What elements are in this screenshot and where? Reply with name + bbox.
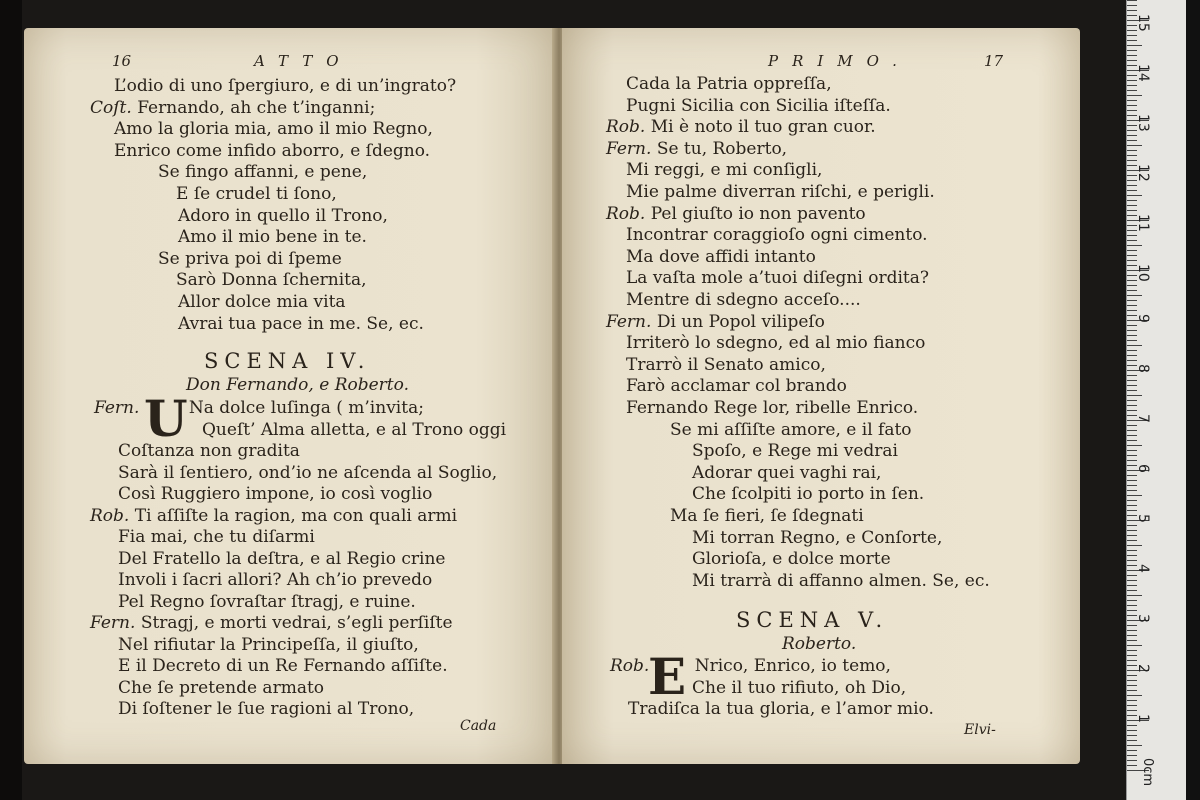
ruler-tick xyxy=(1127,345,1142,346)
speaker-label: Fern. xyxy=(90,613,136,633)
verse-text: Stragj, e morti vedrai, s’egli perſiſte xyxy=(140,613,453,633)
text-line xyxy=(606,139,787,160)
ruler-tick xyxy=(1127,150,1137,151)
verse-text: Sarà il ſentiero, ond’io ne aſcenda al Soglio, xyxy=(118,462,498,483)
ruler-tick xyxy=(1127,110,1137,111)
verse-text: Che ſcolpiti io porto in ſen. xyxy=(692,484,925,505)
left-running-head: ATTO xyxy=(254,52,353,70)
verse-text: Fia mai, che tu diſarmi xyxy=(118,527,315,547)
text-line xyxy=(114,141,430,162)
ruler-tick xyxy=(1127,685,1137,686)
ruler-tick xyxy=(1127,135,1137,136)
verse-text: Nrico, Enrico, io temo, xyxy=(694,656,891,676)
ruler-tick xyxy=(1127,550,1137,551)
verse-text: L’odio di uno ſpergiuro, e di un’ingrato? xyxy=(114,76,457,96)
ruler-tick xyxy=(1127,200,1137,201)
ruler-tick xyxy=(1127,505,1137,506)
verse-text: Sarò Donna ſchernita, xyxy=(176,270,367,291)
text-line xyxy=(158,249,342,270)
verse-text: E ſe crudel ti ſono, xyxy=(176,184,337,204)
text-line xyxy=(118,699,414,720)
text-line xyxy=(178,227,367,248)
ruler-tick xyxy=(1127,595,1142,596)
ruler-tick xyxy=(1127,535,1137,536)
speaker-label: Fern. xyxy=(606,311,652,332)
verse-text: Se priva poi di ſpeme xyxy=(158,248,342,269)
ruler-tick xyxy=(1127,240,1137,241)
ruler-number: 2 xyxy=(1135,664,1151,673)
dropcap-u: U xyxy=(144,389,188,448)
ruler-tick xyxy=(1127,545,1142,546)
ruler-number: 8 xyxy=(1135,364,1151,373)
text-line xyxy=(118,463,497,484)
verse-text: Se tu, Roberto, xyxy=(656,138,788,159)
text-line xyxy=(626,376,847,397)
verse-text: Amo il mio bene in te. xyxy=(178,227,367,248)
dropcap-e: E xyxy=(648,647,687,706)
speaker-label: Rob. xyxy=(606,117,646,138)
verse-text: Mentre di sdegno acceſo.... xyxy=(626,290,861,310)
ruler-tick xyxy=(1127,335,1137,336)
ruler-tick xyxy=(1127,650,1137,651)
ruler-tick xyxy=(1127,450,1137,451)
verse-text: Adorar quei vaghi rai, xyxy=(692,462,882,483)
ruler-tick xyxy=(1127,95,1142,96)
verse-text: Queſt’ Alma alletta, e al Trono oggi xyxy=(202,419,507,440)
ruler-unit-label: 0cm xyxy=(1140,758,1155,787)
ruler-tick xyxy=(1127,555,1137,556)
text-line xyxy=(176,270,367,291)
ruler-tick xyxy=(1127,285,1137,286)
ruler-number: 15 xyxy=(1135,14,1151,32)
ruler-tick xyxy=(1127,460,1137,461)
left-page xyxy=(24,28,556,764)
ruler-number: 9 xyxy=(1135,314,1151,323)
ruler-tick xyxy=(1127,630,1137,631)
ruler-tick xyxy=(1127,60,1137,61)
verse-text: Amo la gloria mia, amo il mio Regno, xyxy=(114,119,433,140)
ruler-tick xyxy=(1127,45,1142,46)
verse-text: Fernando Rege lor, ribelle Enrico. xyxy=(626,398,919,418)
ruler-tick xyxy=(1127,435,1137,436)
verse-text: Enrico come infido aborro, e ſdegno. xyxy=(114,140,431,161)
speaker-label: Fern. xyxy=(94,398,140,418)
text-line xyxy=(114,76,456,97)
text-line xyxy=(692,549,891,570)
verse-text: La vaſta mole a’tuoi diſegni ordita? xyxy=(626,268,929,289)
text-line xyxy=(628,699,934,720)
ruler-tick xyxy=(1127,600,1137,601)
verse-text: Ma dove affidi intanto xyxy=(626,246,816,267)
ruler-tick xyxy=(1127,700,1137,701)
ruler-tick xyxy=(1127,680,1137,681)
ruler-tick xyxy=(1127,560,1137,561)
ruler-tick xyxy=(1127,475,1137,476)
ruler-tick xyxy=(1127,325,1137,326)
speaker-label: Rob. xyxy=(606,203,646,224)
verse-text: Cada la Patria oppreſſa, xyxy=(626,74,832,94)
text-line xyxy=(692,441,898,462)
ruler-number: 1 xyxy=(1135,714,1151,723)
speaker-label: Rob. xyxy=(90,505,130,526)
ruler-tick xyxy=(1127,185,1137,186)
ruler-tick xyxy=(1127,430,1137,431)
text-line xyxy=(94,398,424,419)
ruler-tick xyxy=(1127,310,1137,311)
ruler-tick xyxy=(1127,380,1137,381)
verse-text: Di un Popol vilipeſo xyxy=(656,311,825,332)
ruler-tick xyxy=(1127,405,1137,406)
ruler-tick xyxy=(1127,635,1137,636)
text-line xyxy=(626,398,918,419)
verse-text: Mi trarrà di affanno almen. Se, ec. xyxy=(692,570,990,591)
text-line xyxy=(626,333,925,354)
text-line xyxy=(118,592,416,613)
ruler-tick xyxy=(1127,490,1137,491)
verse-text: Pel giuſto io non pavento xyxy=(650,203,866,224)
text-line xyxy=(670,506,864,527)
text-line xyxy=(178,206,388,227)
ruler-number: 3 xyxy=(1135,614,1151,623)
ruler-tick xyxy=(1127,5,1137,6)
ruler-number: 12 xyxy=(1135,164,1151,182)
ruler-tick xyxy=(1127,90,1137,91)
text-line xyxy=(626,96,891,117)
ruler-tick xyxy=(1127,540,1137,541)
ruler-tick xyxy=(1127,260,1137,261)
text-line xyxy=(692,463,881,484)
text-line xyxy=(90,506,457,527)
text-line xyxy=(178,314,424,335)
verse-text: Del Fratello la deſtra, e al Regio crine xyxy=(118,548,446,569)
text-line xyxy=(178,292,346,313)
text-line xyxy=(158,162,367,183)
verse-text: E il Decreto di un Re Fernando aſſiſte. xyxy=(118,656,448,676)
ruler-tick xyxy=(1127,85,1137,86)
ruler-tick xyxy=(1127,605,1137,606)
ruler-tick xyxy=(1127,155,1137,156)
ruler-tick xyxy=(1127,255,1137,256)
ruler-tick xyxy=(1127,35,1137,36)
ruler-number: 11 xyxy=(1135,214,1151,232)
verse-text: Involi i ſacri allori? Ah ch’io prevedo xyxy=(118,570,433,590)
ruler-tick xyxy=(1127,580,1137,581)
ruler-number: 13 xyxy=(1135,114,1151,132)
left-catchword: Cada xyxy=(460,718,497,734)
ruler-number: 10 xyxy=(1135,264,1151,282)
speaker-label: Rob. xyxy=(610,656,650,676)
ruler-tick xyxy=(1127,425,1137,426)
text-line xyxy=(610,656,891,677)
ruler-tick xyxy=(1127,610,1137,611)
ruler-tick xyxy=(1127,390,1137,391)
ruler-number: 5 xyxy=(1135,514,1151,523)
ruler-tick xyxy=(1127,290,1137,291)
ruler-tick xyxy=(1127,760,1137,761)
text-line xyxy=(692,484,924,505)
background-right xyxy=(1186,0,1200,800)
ruler-tick xyxy=(1127,195,1142,196)
verse-text: Nel rifiutar la Principeſſa, il giuſto, xyxy=(118,634,419,655)
text-line xyxy=(118,635,419,656)
ruler-tick xyxy=(1127,625,1137,626)
ruler-number: 4 xyxy=(1135,564,1151,573)
right-page xyxy=(562,28,1080,764)
verse-text: Mi è noto il tuo gran cuor. xyxy=(650,117,876,138)
ruler-tick xyxy=(1127,745,1142,746)
verse-text: Mie palme diverran riſchi, e perigli. xyxy=(626,182,935,202)
ruler-tick xyxy=(1127,395,1142,396)
ruler-tick xyxy=(1127,765,1137,766)
text-line xyxy=(626,225,928,246)
verse-text: Spoſo, e Rege mi vedrai xyxy=(692,441,898,462)
text-line xyxy=(114,119,433,140)
text-line xyxy=(626,268,929,289)
text-line xyxy=(626,160,822,181)
text-line xyxy=(606,117,876,138)
ruler-number: 14 xyxy=(1135,64,1151,82)
ruler-tick xyxy=(1127,695,1142,696)
ruler-tick xyxy=(1127,510,1137,511)
verse-text: Trarrò il Senato amico, xyxy=(626,354,826,375)
verse-text: Se mi aſſiſte amore, e il fato xyxy=(670,419,912,440)
ruler-tick xyxy=(1127,300,1137,301)
ruler-tick xyxy=(1127,0,1137,1)
verse-text: Avrai tua pace in me. Se, ec. xyxy=(178,313,424,334)
ruler-tick xyxy=(1127,355,1137,356)
text-line xyxy=(202,420,506,441)
verse-text: Mi reggi, e mi conſigli, xyxy=(626,160,823,181)
verse-text: Pugni Sicilia con Sicilia iſteſſa. xyxy=(626,95,891,116)
ruler-tick xyxy=(1127,305,1137,306)
ruler-tick xyxy=(1127,295,1142,296)
speaker-label: Coſt. xyxy=(90,97,132,118)
ruler-tick xyxy=(1127,340,1137,341)
verse-text: Ma ſe fieri, ſe ſdegnati xyxy=(670,506,864,526)
ruler-tick xyxy=(1127,375,1137,376)
ruler-number: 7 xyxy=(1135,414,1151,423)
ruler-tick xyxy=(1127,740,1137,741)
ruler-tick xyxy=(1127,410,1137,411)
ruler-tick xyxy=(1127,585,1137,586)
ruler-tick xyxy=(1127,755,1137,756)
ruler-tick xyxy=(1127,235,1137,236)
ruler-tick xyxy=(1127,590,1137,591)
text-line xyxy=(626,74,832,95)
ruler-tick xyxy=(1127,145,1142,146)
ruler-tick xyxy=(1127,750,1137,751)
text-line xyxy=(692,571,990,592)
verse-text: Se fingo affanni, e pene, xyxy=(158,162,368,183)
right-page-number: 17 xyxy=(984,52,1004,70)
verse-text: Allor dolce mia vita xyxy=(178,292,346,312)
ruler-tick xyxy=(1127,525,1137,526)
right-running-head: PRIMO. xyxy=(768,52,911,70)
ruler-tick xyxy=(1127,735,1137,736)
text-line xyxy=(626,355,826,376)
text-line xyxy=(118,570,432,591)
ruler-tick xyxy=(1127,250,1137,251)
verse-text: Che ſe pretende armato xyxy=(118,677,325,698)
ruler-tick xyxy=(1127,140,1137,141)
ruler-tick xyxy=(1127,210,1137,211)
ruler-tick xyxy=(1127,40,1137,41)
ruler-tick xyxy=(1127,10,1137,11)
ruler-tick xyxy=(1127,500,1137,501)
text-line xyxy=(626,182,935,203)
ruler-tick xyxy=(1127,205,1137,206)
ruler-tick xyxy=(1127,660,1137,661)
text-line xyxy=(176,184,337,205)
ruler-tick xyxy=(1127,445,1142,446)
ruler-tick xyxy=(1127,495,1142,496)
verse-text: Incontrar coraggioſo ogni cimento. xyxy=(626,225,928,246)
scene-v-cast: Roberto. xyxy=(782,634,857,654)
text-line xyxy=(626,247,816,268)
text-line xyxy=(626,290,861,311)
verse-text: Pel Regno ſovraſtar ſtragj, e ruine. xyxy=(118,591,416,612)
ruler-tick xyxy=(1127,705,1137,706)
ruler-tick xyxy=(1127,440,1137,441)
text-line xyxy=(118,656,448,677)
ruler-tick xyxy=(1127,105,1137,106)
verse-text: Farò acclamar col brando xyxy=(626,376,847,397)
verse-text: Glorioſa, e dolce morte xyxy=(692,549,891,570)
ruler-tick xyxy=(1127,640,1137,641)
text-line xyxy=(692,678,906,699)
text-line xyxy=(118,527,315,548)
scene-v-title: SCENA V. xyxy=(736,608,889,632)
verse-text: Tradiſca la tua gloria, e l’amor mio. xyxy=(628,699,934,719)
ruler-tick xyxy=(1127,330,1137,331)
scene-iv-title: SCENA IV. xyxy=(204,349,371,373)
verse-text: Coſtanza non gradita xyxy=(118,441,300,461)
ruler-tick xyxy=(1127,485,1137,486)
ruler-tick xyxy=(1127,160,1137,161)
ruler-number: 6 xyxy=(1135,464,1151,473)
ruler-tick xyxy=(1127,480,1137,481)
verse-text: Na dolce luſinga ( m’invita; xyxy=(188,398,424,418)
ruler-tick xyxy=(1127,655,1137,656)
ruler-tick xyxy=(1127,50,1137,51)
background-left xyxy=(0,0,22,800)
scene-iv-cast: Don Fernando, e Roberto. xyxy=(186,375,409,395)
text-line xyxy=(118,549,445,570)
ruler-tick xyxy=(1127,100,1137,101)
ruler-tick xyxy=(1127,55,1137,56)
measurement-ruler xyxy=(1126,0,1187,800)
ruler-tick xyxy=(1127,645,1142,646)
verse-text: Fernando, ah che t’inganni; xyxy=(137,97,376,118)
ruler-tick xyxy=(1127,360,1137,361)
text-line xyxy=(606,204,866,225)
ruler-tick xyxy=(1127,675,1137,676)
text-line xyxy=(90,98,375,119)
text-line xyxy=(606,312,825,333)
speaker-label: Fern. xyxy=(606,138,652,159)
left-page-number: 16 xyxy=(112,52,132,70)
ruler-tick xyxy=(1127,245,1142,246)
text-line xyxy=(118,678,324,699)
ruler-tick xyxy=(1127,385,1137,386)
verse-text: Così Ruggiero impone, io così voglio xyxy=(118,484,433,504)
verse-text: Mi torran Regno, e Conſorte, xyxy=(692,527,943,548)
ruler-tick xyxy=(1127,690,1137,691)
text-line xyxy=(670,420,912,441)
verse-text: Ti aſſiſte la ragion, ma con quali armi xyxy=(134,505,458,526)
verse-text: Che il tuo rifiuto, oh Dio, xyxy=(692,677,907,698)
verse-text: Di ſoſtener le ſue ragioni al Trono, xyxy=(118,699,415,719)
ruler-tick xyxy=(1127,730,1137,731)
ruler-tick xyxy=(1127,350,1137,351)
ruler-tick xyxy=(1127,725,1137,726)
text-line xyxy=(90,613,453,634)
ruler-tick xyxy=(1127,400,1137,401)
text-line xyxy=(118,441,300,462)
text-line xyxy=(118,484,432,505)
ruler-tick xyxy=(1127,190,1137,191)
ruler-tick xyxy=(1127,455,1137,456)
ruler-tick xyxy=(1127,530,1137,531)
verse-text: Irriterò lo sdegno, ed al mio fianco xyxy=(626,333,926,354)
text-line xyxy=(692,528,942,549)
right-catchword: Elvi- xyxy=(964,722,996,738)
ruler-tick xyxy=(1127,710,1137,711)
ruler-tick xyxy=(1127,575,1137,576)
verse-text: Adoro in quello il Trono, xyxy=(178,205,388,226)
